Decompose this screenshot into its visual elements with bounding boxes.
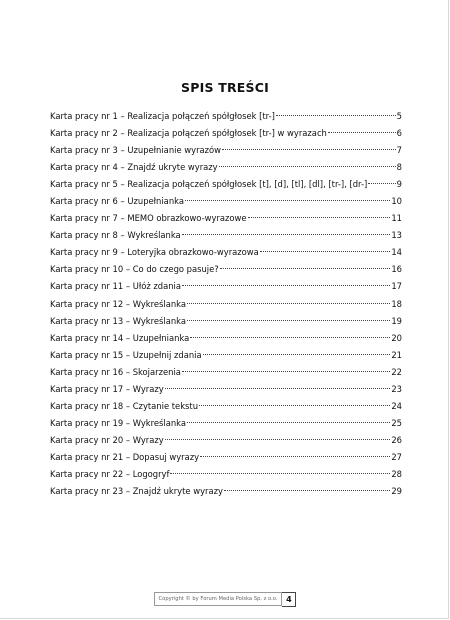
toc-entry-page: 14 xyxy=(391,247,402,258)
toc-entry-page: 13 xyxy=(391,230,402,241)
toc-entry[interactable] xyxy=(50,278,402,295)
dot-leader xyxy=(190,337,390,338)
dot-leader xyxy=(220,268,391,269)
toc-entry-page: 27 xyxy=(391,451,402,462)
toc-entry[interactable] xyxy=(50,210,402,227)
toc-entry-label: Karta pracy nr 3 – Uzupełnianie wyrazów xyxy=(50,145,222,156)
toc-entry-label: Karta pracy nr 18 – Czytanie tekstu xyxy=(50,400,199,411)
toc-entry-page: 25 xyxy=(391,417,402,428)
toc-entry[interactable] xyxy=(50,381,402,398)
dot-leader xyxy=(182,285,390,286)
toc-entry-page: 10 xyxy=(391,196,402,207)
toc-entry-page: 5 xyxy=(396,111,402,121)
toc-entry-label: Karta pracy nr 13 – Wykreślanka xyxy=(50,315,187,326)
toc-entry[interactable] xyxy=(50,193,402,210)
toc-entry[interactable] xyxy=(50,313,402,330)
toc-entry-page: 9 xyxy=(396,179,402,190)
toc-entry[interactable] xyxy=(50,176,402,193)
toc-entry-page: 16 xyxy=(391,264,402,275)
toc-entry-page: 29 xyxy=(391,486,402,497)
toc-entry-label: Karta pracy nr 17 – Wyrazy xyxy=(50,383,164,394)
dot-leader xyxy=(203,354,391,355)
dot-leader xyxy=(276,115,396,116)
toc-entry-label: Karta pracy nr 8 – Wykreślanka xyxy=(50,230,181,241)
toc-entry-page: 23 xyxy=(391,383,402,394)
toc-entry-label: Karta pracy nr 10 – Co do czego pasuje? xyxy=(50,264,219,275)
toc-entry[interactable] xyxy=(50,261,402,278)
toc-entry[interactable] xyxy=(50,244,402,261)
dot-leader xyxy=(260,251,391,252)
toc-entry[interactable] xyxy=(50,296,402,313)
dot-leader xyxy=(165,439,391,440)
toc-entry-label: Karta pracy nr 1 – Realizacja połączeń spółgłosek [tr-] xyxy=(50,111,275,121)
table-of-contents xyxy=(50,108,402,500)
toc-entry[interactable] xyxy=(50,347,402,364)
dot-leader xyxy=(182,371,390,372)
toc-entry[interactable] xyxy=(50,483,402,500)
toc-entry[interactable] xyxy=(50,330,402,347)
toc-entry-page: 22 xyxy=(391,366,402,377)
toc-entry[interactable] xyxy=(50,108,402,125)
toc-entry[interactable] xyxy=(50,364,402,381)
toc-entry-label: Karta pracy nr 11 – Ułóż zdania xyxy=(50,281,181,292)
toc-entry-label: Karta pracy nr 22 – Logogryf xyxy=(50,468,170,479)
dot-leader xyxy=(219,166,396,167)
dot-leader xyxy=(182,234,391,235)
toc-entry[interactable] xyxy=(50,159,402,176)
toc-entry-page: 18 xyxy=(391,298,402,309)
page-footer xyxy=(0,591,450,607)
toc-entry-page: 11 xyxy=(391,213,402,224)
toc-entry[interactable] xyxy=(50,449,402,466)
dot-leader xyxy=(200,456,390,457)
dot-leader xyxy=(170,473,390,474)
dot-leader xyxy=(368,183,395,184)
toc-entry-page: 8 xyxy=(396,162,402,173)
toc-entry[interactable] xyxy=(50,432,402,449)
toc-entry-page: 20 xyxy=(391,332,402,343)
dot-leader xyxy=(328,132,396,133)
toc-entry[interactable] xyxy=(50,125,402,142)
dot-leader xyxy=(248,217,391,218)
toc-entry-page: 26 xyxy=(391,434,402,445)
dot-leader xyxy=(187,320,390,321)
page-title: SPIS TREŚCI xyxy=(181,80,269,95)
toc-entry-label: Karta pracy nr 2 – Realizacja połączeń spółgłosek [tr-] w wyrazach xyxy=(50,128,327,139)
toc-entry-page: 24 xyxy=(391,400,402,411)
dot-leader xyxy=(165,388,391,389)
dot-leader xyxy=(187,303,390,304)
toc-entry[interactable] xyxy=(50,142,402,159)
toc-entry-page: 21 xyxy=(391,349,402,360)
toc-entry[interactable] xyxy=(50,227,402,244)
dot-leader xyxy=(222,149,396,150)
toc-entry-label: Karta pracy nr 20 – Wyrazy xyxy=(50,434,164,445)
toc-entry[interactable] xyxy=(50,466,402,483)
toc-entry-label: Karta pracy nr 14 – Uzupełnianka xyxy=(50,332,190,343)
toc-entry-label: Karta pracy nr 19 – Wykreślanka xyxy=(50,417,187,428)
dot-leader xyxy=(187,422,390,423)
toc-entry-label: Karta pracy nr 5 – Realizacja połączeń spółgłosek [t], [d], [tl], [dl], [tr-], [dr-] xyxy=(50,179,368,190)
toc-entry-page: 17 xyxy=(391,281,402,292)
toc-entry-label: Karta pracy nr 15 – Uzupełnij zdania xyxy=(50,349,202,360)
toc-entry-label: Karta pracy nr 21 – Dopasuj wyrazy xyxy=(50,451,200,462)
toc-entry-label: Karta pracy nr 7 – MEMO obrazkowo-wyrazowe xyxy=(50,213,247,224)
toc-entry-page: 19 xyxy=(391,315,402,326)
toc-entry-label: Karta pracy nr 16 – Skojarzenia xyxy=(50,366,181,377)
toc-entry[interactable] xyxy=(50,415,402,432)
page-number: 4 xyxy=(282,592,296,607)
dot-leader xyxy=(199,405,390,406)
dot-leader xyxy=(185,200,390,201)
toc-entry-label: Karta pracy nr 6 – Uzupełnianka xyxy=(50,196,184,207)
dot-leader xyxy=(224,490,390,491)
toc-entry-page: 7 xyxy=(396,145,402,156)
toc-entry-label: Karta pracy nr 9 – Loteryjka obrazkowo-wyrazowa xyxy=(50,247,259,258)
toc-entry-label: Karta pracy nr 12 – Wykreślanka xyxy=(50,298,187,309)
copyright-notice: Copyright © by Forum Media Polska Sp. z o.o. xyxy=(154,592,283,606)
toc-entry-label: Karta pracy nr 4 – Znajdź ukryte wyrazy xyxy=(50,162,218,173)
toc-entry-label: Karta pracy nr 23 – Znajdź ukryte wyrazy xyxy=(50,486,223,497)
toc-entry-page: 6 xyxy=(396,128,402,139)
toc-entry-page: 28 xyxy=(391,468,402,479)
toc-entry[interactable] xyxy=(50,398,402,415)
